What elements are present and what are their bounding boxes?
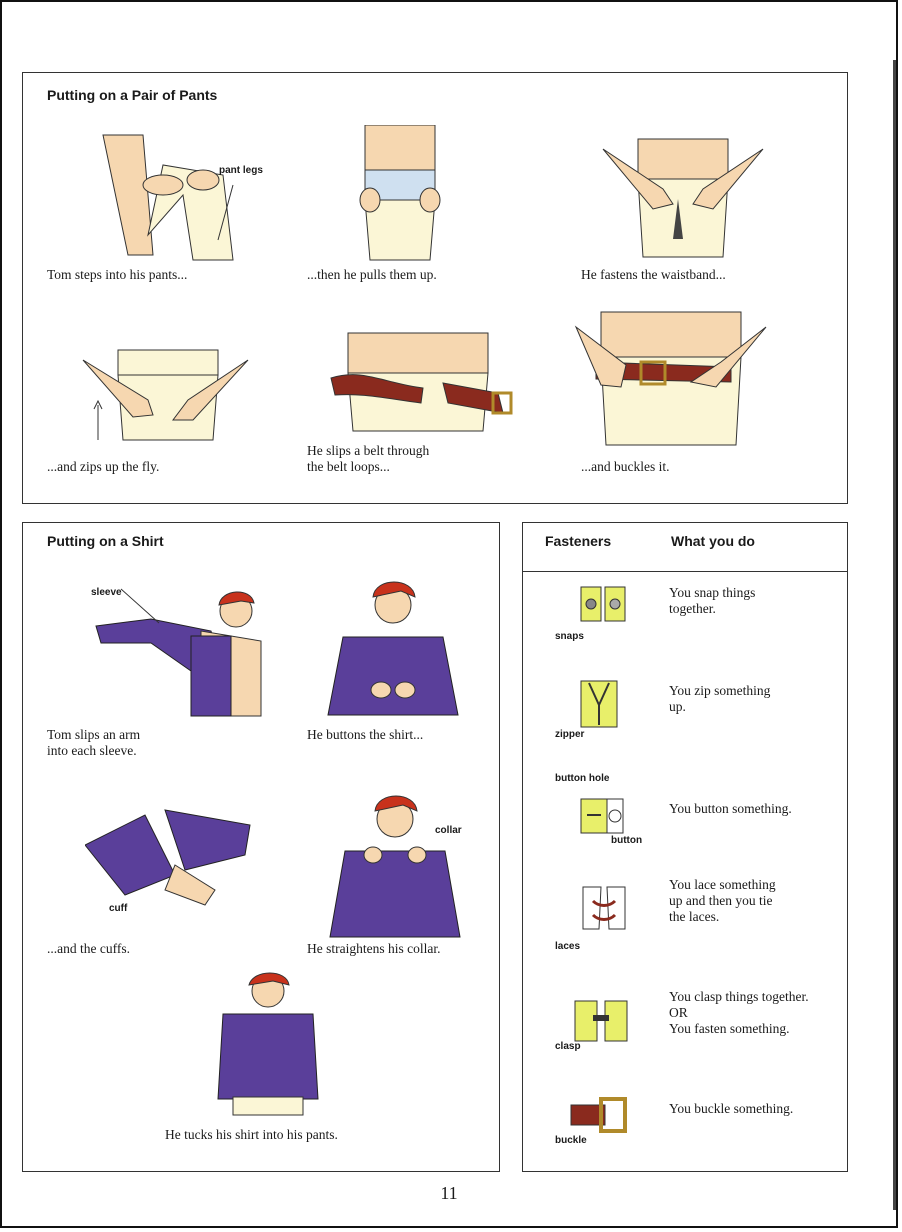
cuff-label: cuff [109,903,128,914]
caption-slips-arm-1: Tom slips an arm [47,727,141,742]
clasp-desc-1: You clasp things together. [669,989,809,1004]
zipper-icon [579,679,619,729]
caption-fastens: He fastens the waistband... [581,267,726,282]
clasp-desc-3: You fasten something. [669,1021,790,1036]
button-label: button [611,835,643,846]
laces-desc-2: up and then you tie [669,893,773,908]
buttons-shirt-illustration [323,575,463,725]
pants-title: Putting on a Pair of Pants [47,87,218,103]
arm-into-sleeve-illustration [91,581,271,721]
straightens-collar-illustration [325,789,465,939]
laces-label: laces [555,941,581,952]
pulls-pants-up-illustration [335,125,465,265]
caption-cuffs: ...and the cuffs. [47,941,130,956]
zipper-desc-1: You zip something [669,683,771,698]
buttons-cuffs-illustration [85,805,255,915]
buckle-icon [569,1095,629,1135]
snaps-label: snaps [555,631,584,642]
caption-pulls-up: ...then he pulls them up. [307,267,437,282]
caption-steps-into: Tom steps into his pants... [47,267,188,282]
buckle-label: buckle [555,1135,587,1146]
caption-zips-fly: ...and zips up the fly. [47,459,160,474]
fastens-waistband-illustration [593,129,773,259]
zipper-label: zipper [555,729,585,740]
shirt-panel [22,522,500,1172]
what-you-do-header: What you do [671,533,755,549]
clasp-label: clasp [555,1041,581,1052]
snaps-desc-2: together. [669,601,716,616]
caption-buckles: ...and buckles it. [581,459,670,474]
belt-through-loops-illustration [323,323,513,433]
caption-slips-arm-2: into each sleeve. [47,743,137,758]
zips-fly-illustration [78,345,258,445]
tucks-shirt-illustration [203,969,333,1119]
caption-buttons-shirt: He buttons the shirt... [307,727,424,742]
caption-belt-line2: the belt loops... [307,459,390,474]
snaps-desc-1: You snap things [669,585,756,600]
caption-tucks: He tucks his shirt into his pants. [165,1127,338,1142]
fasteners-header: Fasteners [545,533,612,549]
buckle-desc-1: You buckle something. [669,1101,794,1116]
page-edge-shadow [893,60,896,1210]
button-hole-label: button hole [555,773,610,784]
laces-icon [579,883,629,931]
pants-panel [22,72,848,504]
button-desc-1: You button something. [669,801,792,816]
laces-desc-3: the laces. [669,909,720,924]
button-icon [579,795,627,835]
page-number: 11 [440,1183,458,1203]
pant-legs-label: pant legs [219,165,263,176]
shirt-title: Putting on a Shirt [47,533,164,549]
caption-collar: He straightens his collar. [307,941,441,956]
snaps-icon [579,585,629,623]
header-divider [523,571,847,572]
fasteners-panel [522,522,848,1172]
collar-label: collar [435,825,462,836]
clasp-desc-2: OR [669,1005,688,1020]
sleeve-label: sleeve [91,587,122,598]
zipper-desc-2: up. [669,699,686,714]
buckles-belt-illustration [571,307,771,447]
clasp-icon [571,995,631,1045]
laces-desc-1: You lace something [669,877,776,892]
steps-into-pants-illustration [83,125,273,265]
caption-belt-line1: He slips a belt through [307,443,430,458]
